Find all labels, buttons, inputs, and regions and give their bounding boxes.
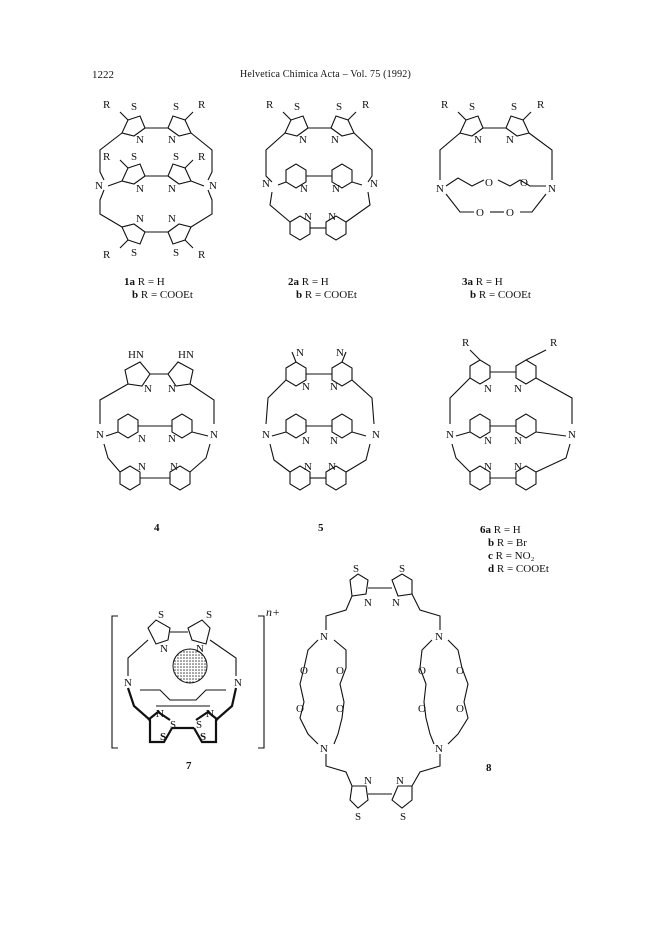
compound-4-label: 4: [154, 522, 160, 534]
atom-S: S: [131, 247, 138, 259]
structure-6: [450, 350, 572, 490]
charge-label: n+: [266, 605, 281, 619]
atom-S: S: [336, 101, 343, 113]
atom-N: N: [210, 429, 218, 441]
atom-N: N: [160, 643, 168, 655]
atom-N: N: [95, 180, 103, 192]
structure-3: [440, 112, 552, 212]
structure-1: [100, 112, 212, 248]
atom-N: N: [304, 211, 312, 223]
compound-2-label: 2a R = H b R = COOEt: [288, 276, 357, 301]
atom-N: N: [435, 631, 443, 643]
atom-N: N: [96, 429, 104, 441]
atom-S: S: [196, 719, 203, 731]
structure-4: [100, 362, 214, 490]
atom-N: N: [196, 643, 204, 655]
atom-N: N: [506, 134, 514, 146]
atom-O: O: [456, 703, 464, 715]
atom-H: H: [128, 349, 136, 361]
atom-N: N: [168, 383, 176, 395]
atom-O: O: [520, 177, 528, 189]
atom-N: N: [206, 708, 214, 720]
atom-O: O: [456, 665, 464, 677]
atom-N: N: [436, 183, 444, 195]
atom-N: N: [136, 134, 144, 146]
atom-R: R: [103, 151, 111, 163]
atom-N: N: [446, 429, 454, 441]
atom-N: N: [304, 461, 312, 473]
atom-S: S: [131, 101, 138, 113]
atom-N: N: [302, 381, 310, 393]
atom-O: O: [506, 207, 514, 219]
atom-S: S: [160, 731, 167, 743]
atom-N: N: [548, 183, 556, 195]
atom-N: N: [514, 435, 522, 447]
page-number: 1222: [92, 69, 114, 81]
atom-N: N: [370, 178, 378, 190]
atom-N: N: [372, 429, 380, 441]
compound-8-label: 8: [486, 762, 492, 774]
atom-S: S: [469, 101, 476, 113]
atom-N: N: [484, 435, 492, 447]
atom-N: N: [168, 433, 176, 445]
structure-5: [266, 352, 374, 490]
atom-S: S: [158, 609, 165, 621]
atom-N: N: [136, 183, 144, 195]
atom-R: R: [537, 99, 545, 111]
atom-N: N: [336, 347, 344, 359]
atom-N: N: [484, 383, 492, 395]
atom-O: O: [336, 665, 344, 677]
atom-S: S: [206, 609, 213, 621]
atom-R: R: [198, 99, 206, 111]
atom-N: N: [144, 383, 152, 395]
atom-N: N: [331, 134, 339, 146]
compound-3-label: 3a R = H b R = COOEt: [462, 276, 531, 301]
atom-O: O: [418, 703, 426, 715]
atom-R: R: [103, 249, 111, 261]
atom-N: N: [330, 381, 338, 393]
atom-N: N: [156, 708, 164, 720]
atom-R: R: [266, 99, 274, 111]
atom-N: N: [138, 433, 146, 445]
atom-S: S: [355, 811, 362, 823]
atom-S: S: [170, 719, 177, 731]
atom-S: S: [173, 151, 180, 163]
atom-S: S: [200, 731, 207, 743]
atom-N: N: [299, 134, 307, 146]
atom-S: S: [173, 101, 180, 113]
atom-O: O: [418, 665, 426, 677]
atom-S: S: [511, 101, 518, 113]
structure-8: [300, 574, 468, 808]
atom-N: N: [234, 677, 242, 689]
atom-N: N: [136, 349, 144, 361]
atom-N: N: [568, 429, 576, 441]
compound-7-label: 7: [186, 760, 192, 772]
compound-1-label: 1a R = H b R = COOEt: [124, 276, 193, 301]
atom-N: N: [320, 631, 328, 643]
atom-O: O: [476, 207, 484, 219]
atom-N: N: [136, 213, 144, 225]
atom-N: N: [392, 597, 400, 609]
atom-N: N: [514, 383, 522, 395]
atom-S: S: [353, 563, 360, 575]
atom-N: N: [330, 435, 338, 447]
atom-N: N: [364, 775, 372, 787]
atom-S: S: [131, 151, 138, 163]
atom-N: N: [320, 743, 328, 755]
atom-O: O: [296, 703, 304, 715]
atom-N: N: [124, 677, 132, 689]
atom-N: N: [364, 597, 372, 609]
atom-R: R: [462, 337, 470, 349]
compound-5-label: 5: [318, 522, 324, 534]
atom-N: N: [484, 461, 492, 473]
atom-R: R: [103, 99, 111, 111]
atom-N: N: [168, 183, 176, 195]
atom-S: S: [400, 811, 407, 823]
atom-N: N: [328, 461, 336, 473]
atom-N: N: [474, 134, 482, 146]
running-head: Helvetica Chimica Acta – Vol. 75 (1992): [240, 69, 412, 80]
atom-N: N: [396, 775, 404, 787]
atom-N: N: [138, 461, 146, 473]
atom-S: S: [173, 247, 180, 259]
atom-R: R: [198, 249, 206, 261]
atom-O: O: [336, 703, 344, 715]
atom-N: N: [209, 180, 217, 192]
atom-N: N: [332, 183, 340, 195]
atom-S: S: [399, 563, 406, 575]
structure-2: [266, 112, 372, 240]
compound-6-label: 6a R = H b R = Br c R = NO₂ d R = COOEt: [480, 524, 549, 575]
atom-N: N: [168, 134, 176, 146]
atom-N: N: [514, 461, 522, 473]
atom-N: N: [262, 429, 270, 441]
atom-N: N: [262, 178, 270, 190]
atom-N: N: [296, 347, 304, 359]
atom-O: O: [300, 665, 308, 677]
atom-R: R: [441, 99, 449, 111]
atom-R: R: [550, 337, 558, 349]
atom-R: R: [362, 99, 370, 111]
atom-N: N: [300, 183, 308, 195]
atom-N: N: [186, 349, 194, 361]
atom-N: N: [168, 213, 176, 225]
atom-S: S: [294, 101, 301, 113]
atom-R: R: [198, 151, 206, 163]
atom-N: N: [328, 211, 336, 223]
atom-H: H: [178, 349, 186, 361]
atom-O: O: [485, 177, 493, 189]
atom-N: N: [302, 435, 310, 447]
atom-N: N: [435, 743, 443, 755]
atom-N: N: [170, 461, 178, 473]
